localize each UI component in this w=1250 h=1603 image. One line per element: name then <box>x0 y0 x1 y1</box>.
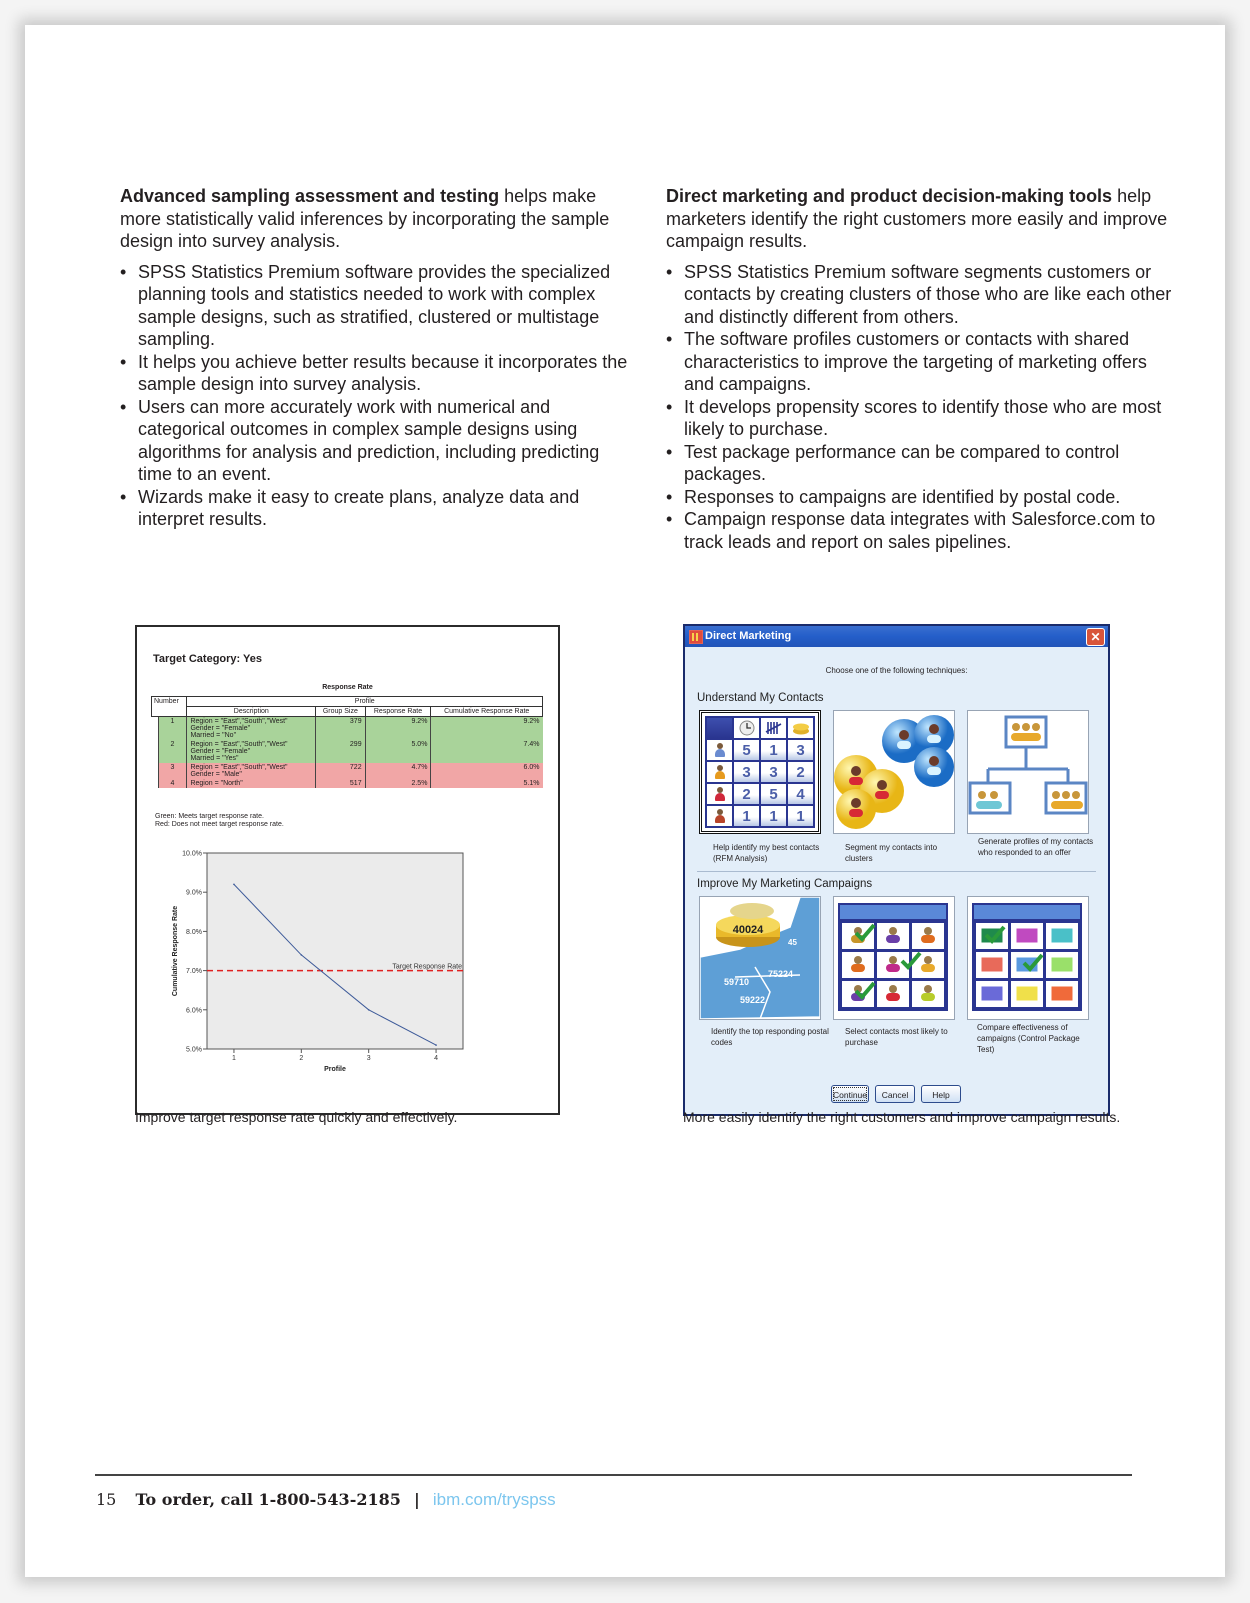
clusters-icon <box>834 711 954 833</box>
response-rate-table-title: Response Rate <box>322 684 373 691</box>
postal-code-label: 40024 <box>732 924 764 936</box>
y-axis-label: Cumulative Response Rate <box>172 905 179 997</box>
right-column <box>666 185 1176 553</box>
response-rate-table <box>151 696 543 788</box>
bullet-icon: • <box>666 396 673 417</box>
row-response-rate: 9.2% <box>365 717 431 741</box>
row-number: 4 <box>158 779 187 788</box>
dialog-titlebar[interactable] <box>685 626 1108 647</box>
list-item <box>666 486 1176 509</box>
bullet-icon: • <box>120 486 127 507</box>
description-line: Gender = "Female" <box>190 748 251 755</box>
y-tick-label: 7.0% <box>186 968 202 976</box>
y-tick-label: 8.0% <box>186 928 202 936</box>
generate-profiles-caption: Generate profiles of my contacts who responded to an offer <box>978 837 1094 857</box>
list-item-text: It helps you achieve better results because it incorporates the sample design into survey analysis. <box>138 351 628 394</box>
select-contacts-option[interactable] <box>833 896 955 1020</box>
target-category-title: Target Category: Yes <box>153 653 263 665</box>
header-group-size: Group Size <box>316 707 365 717</box>
table-row <box>152 740 543 763</box>
order-phone-text: To order, call 1-800-543-2185 <box>135 1490 401 1509</box>
x-tick-label: 3 <box>366 1055 371 1062</box>
postal-codes-option[interactable] <box>699 896 821 1020</box>
list-item <box>120 261 630 351</box>
right-intro <box>666 185 1176 253</box>
rfm-value: 1 <box>761 740 786 760</box>
row-description <box>187 763 316 779</box>
rfm-value: 4 <box>788 784 813 804</box>
right-intro-text: help marketers identify the right customers more easily and improve campaign results. <box>666 186 1168 251</box>
row-number: 1 <box>158 717 187 741</box>
y-tick-label: 5.0% <box>186 1046 202 1054</box>
coins-icon <box>788 718 813 738</box>
person-icon <box>707 740 732 760</box>
description-line: Region = "East","South","West" <box>190 764 288 771</box>
header-cumulative: Cumulative Response Rate <box>431 707 543 717</box>
description-line: Married = "Yes" <box>190 755 239 762</box>
person-icon <box>707 806 732 826</box>
close-button[interactable]: ✕ <box>1086 628 1105 646</box>
response-rate-figure <box>135 625 560 1115</box>
row-group-size: 299 <box>316 740 365 763</box>
description-line: Region = "East","South","West" <box>190 718 288 725</box>
compare-campaigns-icon <box>968 897 1088 1019</box>
x-axis-label: Profile <box>324 1066 346 1073</box>
table-legend <box>155 813 284 828</box>
bullet-icon: • <box>120 396 127 417</box>
bullet-icon: • <box>666 261 673 282</box>
header-profile: Profile <box>187 697 543 707</box>
footer-rule <box>95 1474 1132 1476</box>
row-group-size: 379 <box>316 717 365 741</box>
row-response-rate: 2.5% <box>365 779 431 788</box>
select-contacts-caption: Select contacts most likely to purchase <box>845 1027 948 1047</box>
x-tick-label: 2 <box>299 1055 304 1062</box>
header-number: Number <box>152 697 187 717</box>
table-row <box>152 763 543 779</box>
list-item <box>666 441 1176 486</box>
rfm-analysis-option[interactable] <box>699 710 821 834</box>
y-tick-label: 6.0% <box>186 1007 202 1015</box>
postal-code-label: 45 <box>788 938 797 947</box>
segment-clusters-option[interactable] <box>833 710 955 834</box>
postal-code-label: 59222 <box>740 995 766 1005</box>
legend-green: Green: Meets target response rate. <box>155 813 264 820</box>
description-line: Region = "East","South","West" <box>190 741 288 748</box>
row-description <box>187 779 316 788</box>
rfm-value: 3 <box>761 762 786 782</box>
rfm-value: 2 <box>734 784 759 804</box>
postal-codes-caption: Identify the top responding postal codes <box>711 1027 829 1047</box>
person-icon <box>707 762 732 782</box>
postal-map-icon <box>700 897 820 1019</box>
right-figure-caption: More easily identify the right customers and improve campaign results. <box>683 1109 1121 1125</box>
list-item <box>666 396 1176 441</box>
row-description <box>187 740 316 763</box>
x-tick-label: 4 <box>434 1055 439 1062</box>
section-understand-contacts: Understand My Contacts <box>697 692 824 704</box>
left-intro-text: helps make more statistically valid inferences by incorporating the sample design into survey analysis. <box>120 186 610 251</box>
left-intro <box>120 185 630 253</box>
left-figure-caption: Improve target response rate quickly and effectively. <box>135 1109 458 1125</box>
rfm-corner <box>707 718 732 738</box>
list-item-text: The software profiles customers or contacts with shared characteristics to improve the targeting of marketing offers and campaigns. <box>684 329 1147 394</box>
cancel-button[interactable]: Cancel <box>875 1085 915 1103</box>
table-row <box>152 717 543 741</box>
profiles-tree-icon <box>968 711 1088 833</box>
list-item-text: It develops propensity scores to identify those who are most likely to purchase. <box>684 396 1162 439</box>
left-intro-heading: Advanced sampling assessment and testing <box>120 186 500 206</box>
table-row <box>152 779 543 788</box>
bullet-icon: • <box>666 329 673 349</box>
list-item <box>120 396 630 486</box>
list-item-text: Responses to campaigns are identified by postal code. <box>684 486 1121 507</box>
rfm-value: 2 <box>788 762 813 782</box>
row-cumulative-rate: 6.0% <box>431 763 543 779</box>
list-item-text: Test package performance can be compared to control packages. <box>684 441 1120 484</box>
control-package-test-option[interactable] <box>967 896 1089 1020</box>
row-cumulative-rate: 7.4% <box>431 740 543 763</box>
person-icon <box>707 784 732 804</box>
footer <box>96 1490 556 1510</box>
description-line: Region = "North" <box>190 780 243 787</box>
x-tick-label: 1 <box>231 1055 236 1062</box>
row-number: 3 <box>158 763 187 779</box>
left-column <box>120 185 630 531</box>
legend-red: Red: Does not meet target response rate. <box>155 820 284 828</box>
right-bullet-list <box>666 261 1176 554</box>
list-item <box>666 261 1176 329</box>
header-response-rate: Response Rate <box>365 707 431 717</box>
row-group-size: 517 <box>316 779 365 788</box>
page-number: 15 <box>96 1490 117 1509</box>
list-item-text: Wizards make it easy to create plans, analyze data and interpret results. <box>138 486 580 529</box>
chart-svg <box>165 845 485 1077</box>
rfm-grid-icon <box>705 716 815 828</box>
tally-icon <box>761 718 786 738</box>
list-item <box>666 328 1176 396</box>
row-number: 2 <box>158 740 187 763</box>
select-contacts-icon <box>834 897 954 1019</box>
rfm-value: 1 <box>788 806 813 826</box>
help-button[interactable]: Help <box>921 1085 961 1103</box>
cumulative-response-chart <box>165 845 485 1077</box>
postal-code-label: 59710 <box>724 977 750 987</box>
list-item <box>120 486 630 531</box>
y-tick-label: 9.0% <box>186 889 202 897</box>
description-line: Married = "No" <box>190 732 237 739</box>
row-description <box>187 717 316 741</box>
bullet-icon: • <box>120 261 127 282</box>
rfm-value: 3 <box>734 762 759 782</box>
rfm-value: 3 <box>788 740 813 760</box>
rfm-value: 1 <box>761 806 786 826</box>
list-item <box>120 351 630 396</box>
row-group-size: 722 <box>316 763 365 779</box>
data-point <box>368 1009 370 1011</box>
row-cumulative-rate: 9.2% <box>431 717 543 741</box>
section-separator <box>697 871 1096 872</box>
header-description: Description <box>187 707 316 717</box>
page <box>25 25 1225 1577</box>
footer-url-link[interactable]: ibm.com/tryspss <box>432 1490 556 1509</box>
dialog-title: Direct Marketing <box>705 630 792 642</box>
row-response-rate: 5.0% <box>365 740 431 763</box>
description-line: Gender = "Female" <box>190 725 251 732</box>
list-item-text: SPSS Statistics Premium software segments customers or contacts by creating clusters of those who are like each other and distinctly different from others. <box>684 261 1172 327</box>
list-item <box>666 508 1176 553</box>
bullet-icon: • <box>120 351 127 372</box>
generate-profiles-option[interactable] <box>967 710 1089 834</box>
row-cumulative-rate: 5.1% <box>431 779 543 788</box>
app-icon <box>689 630 703 644</box>
postal-code-label: 75224 <box>768 969 794 979</box>
list-item-text: Campaign response data integrates with Salesforce.com to track leads and report on sales pipelines. <box>684 509 1156 552</box>
dialog-prompt: Choose one of the following techniques: <box>825 666 968 675</box>
data-point <box>435 1044 437 1046</box>
row-response-rate: 4.7% <box>365 763 431 779</box>
target-response-label: Target Response Rate <box>392 963 462 971</box>
list-item-text: Users can more accurately work with numerical and categorical outcomes in complex sample designs using algorithms for analysis and prediction, including predicting time to an event. <box>138 396 600 484</box>
rfm-value: 1 <box>734 806 759 826</box>
bullet-icon: • <box>666 509 673 529</box>
response-rate-table-body <box>152 717 543 789</box>
segment-clusters-caption: Segment my contacts into clusters <box>845 843 938 863</box>
footer-separator: | <box>413 1490 420 1509</box>
list-item-text: SPSS Statistics Premium software provides the specialized planning tools and statistics needed to work with complex sample designs, such as stratified, clustered or multistage sampling. <box>138 261 611 349</box>
description-line: Gender = "Male" <box>190 771 242 778</box>
plot-area <box>207 853 463 1049</box>
data-point <box>301 954 303 956</box>
control-package-test-caption: Compare effectiveness of campaigns (Control Package Test) <box>977 1023 1080 1054</box>
section-improve-campaigns: Improve My Marketing Campaigns <box>697 878 873 890</box>
rfm-value: 5 <box>761 784 786 804</box>
direct-marketing-dialog <box>683 624 1110 1116</box>
bullet-icon: • <box>666 441 673 462</box>
data-point <box>233 884 235 886</box>
clock-icon <box>734 718 759 738</box>
continue-button[interactable]: Continue <box>831 1085 869 1103</box>
rfm-value: 5 <box>734 740 759 760</box>
right-intro-heading: Direct marketing and product decision-making tools <box>666 186 1113 206</box>
y-tick-label: 10.0% <box>182 850 202 858</box>
rfm-analysis-caption: Help identify my best contacts (RFM Analysis) <box>713 843 820 863</box>
left-bullet-list <box>120 261 630 531</box>
bullet-icon: • <box>666 486 673 507</box>
